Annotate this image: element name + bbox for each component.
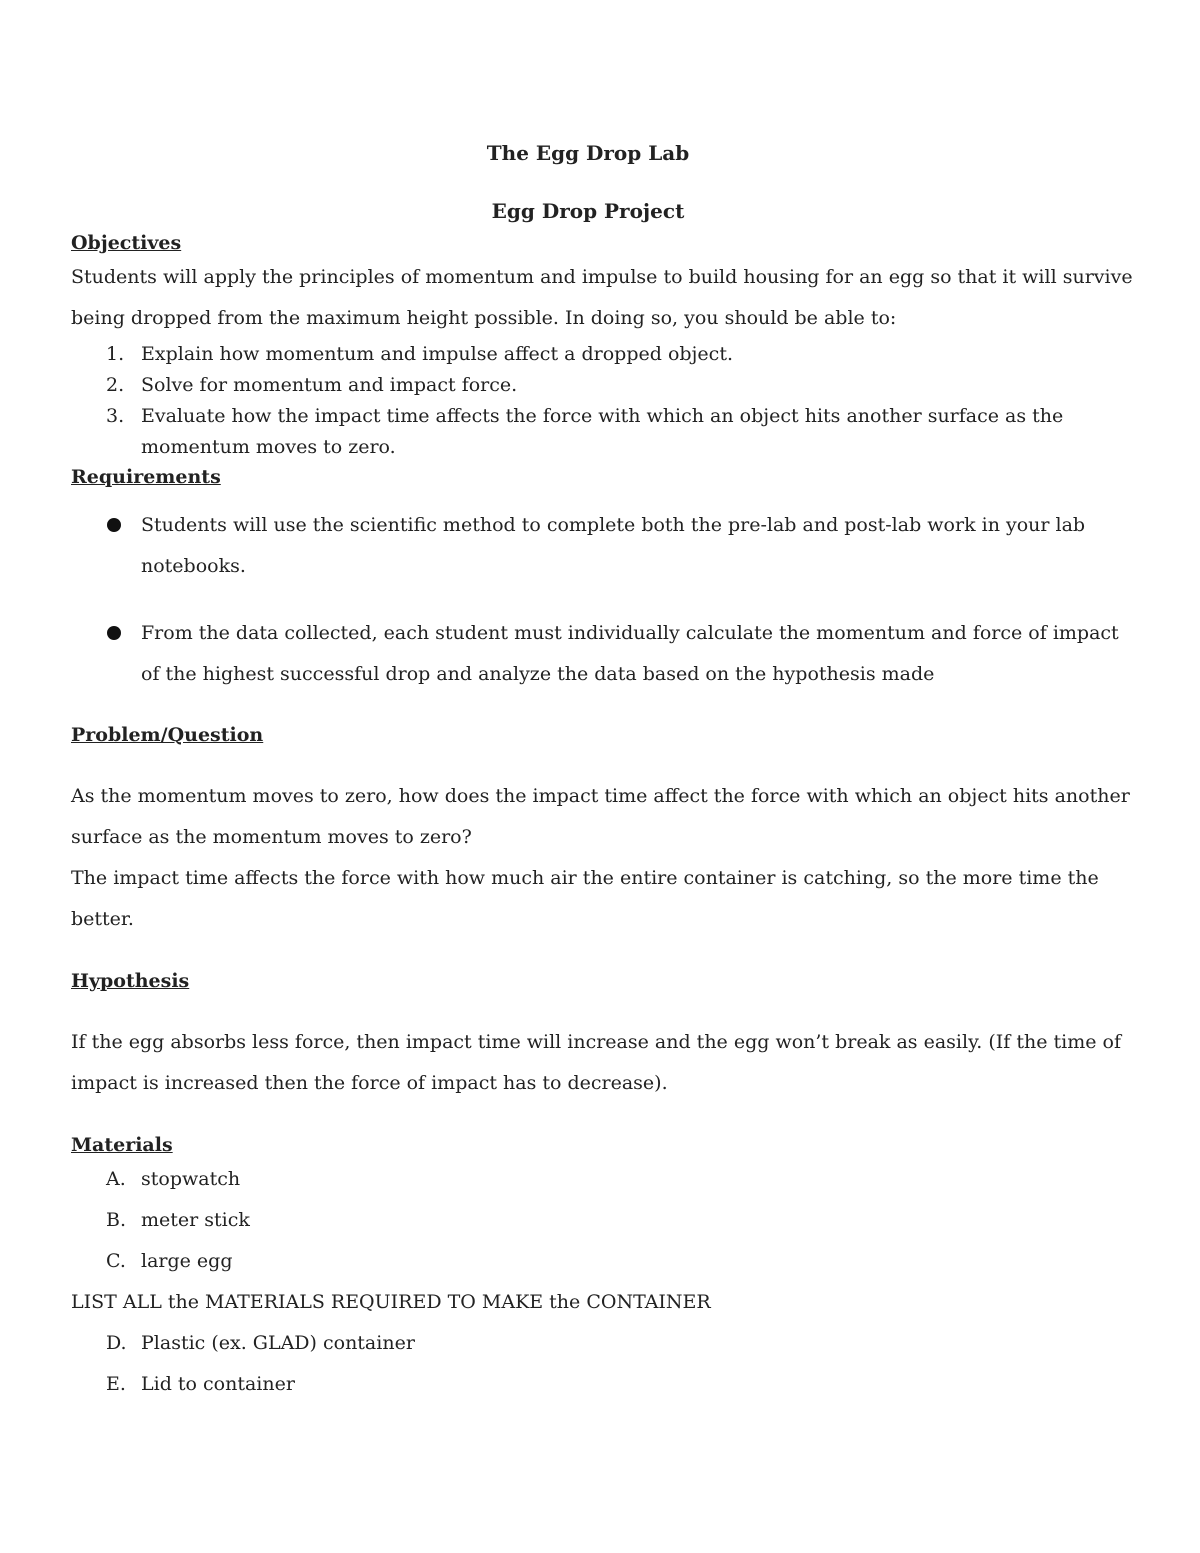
problem-heading: Problem/Question — [71, 724, 264, 746]
list-letter: B. — [106, 1209, 127, 1231]
objective-text: Solve for momentum and impact force. — [141, 374, 518, 396]
material-item — [71, 1200, 1141, 1241]
materials-section — [71, 1131, 1141, 1405]
material-text: Plastic (ex. GLAD) container — [141, 1332, 415, 1354]
requirements-section — [71, 463, 1141, 695]
bullet-icon — [107, 626, 121, 640]
list-number: 3. — [106, 405, 125, 427]
document-body — [71, 229, 1141, 1405]
objective-text: Explain how momentum and impulse affect a dropped object. — [141, 343, 733, 365]
requirements-heading: Requirements — [71, 466, 221, 488]
material-item — [71, 1241, 1141, 1282]
list-letter: C. — [106, 1250, 126, 1272]
objective-item — [71, 401, 1141, 463]
requirement-text: From the data collected, each student must individually calculate the momentum and force of impact of the highest successful drop and analyze the data based on the hypothesis made — [141, 622, 1119, 685]
hypothesis-heading: Hypothesis — [71, 970, 190, 992]
bullet-icon — [107, 518, 121, 532]
list-number: 2. — [106, 374, 125, 396]
list-letter: A. — [106, 1168, 126, 1190]
list-letter: D. — [106, 1332, 127, 1354]
objectives-intro: Students will apply the principles of momentum and impulse to build housing for an egg so that it will survive being dropped from the maximum height possible. In doing so, you should be able to: — [71, 266, 1133, 329]
problem-answer: The impact time affects the force with how much air the entire container is catching, so the more time the better. — [71, 867, 1099, 930]
container-materials-list — [71, 1323, 1141, 1405]
document-subtitle: Egg Drop Project — [491, 199, 685, 223]
document-title: The Egg Drop Lab — [486, 141, 690, 165]
hypothesis-section — [71, 967, 1141, 1104]
problem-section — [71, 721, 1141, 940]
material-item — [71, 1159, 1141, 1200]
objectives-heading: Objectives — [71, 232, 182, 254]
objective-text: Evaluate how the impact time affects the force with which an object hits another surface as the momentum moves to zero. — [141, 405, 1064, 458]
problem-question: As the momentum moves to zero, how does the impact time affect the force with which an object hits another surface as the momentum moves to zero? — [71, 785, 1130, 848]
materials-list — [71, 1159, 1141, 1282]
material-text: stopwatch — [141, 1168, 241, 1190]
objective-item — [71, 339, 1141, 370]
material-item — [71, 1364, 1141, 1405]
materials-heading: Materials — [71, 1134, 173, 1156]
hypothesis-text: If the egg absorbs less force, then impact time will increase and the egg won’t break as easily. (If the time of impact is increased then the force of impact has to decrease). — [71, 1031, 1121, 1094]
list-spacer — [71, 587, 1141, 613]
objective-item — [71, 370, 1141, 401]
list-letter: E. — [106, 1373, 126, 1395]
requirement-item — [71, 505, 1141, 587]
material-text: large egg — [141, 1250, 233, 1272]
material-text: Lid to container — [141, 1373, 295, 1395]
objectives-section — [71, 229, 1141, 463]
material-text: meter stick — [141, 1209, 250, 1231]
list-number: 1. — [106, 343, 125, 365]
container-materials-note: LIST ALL the MATERIALS REQUIRED TO MAKE the CONTAINER — [71, 1291, 711, 1313]
requirement-text: Students will use the scientific method to complete both the pre-lab and post-lab work in your lab notebooks. — [141, 514, 1086, 577]
material-item — [71, 1323, 1141, 1364]
requirement-item — [71, 613, 1141, 695]
objectives-list — [71, 339, 1141, 463]
requirements-list — [71, 505, 1141, 695]
